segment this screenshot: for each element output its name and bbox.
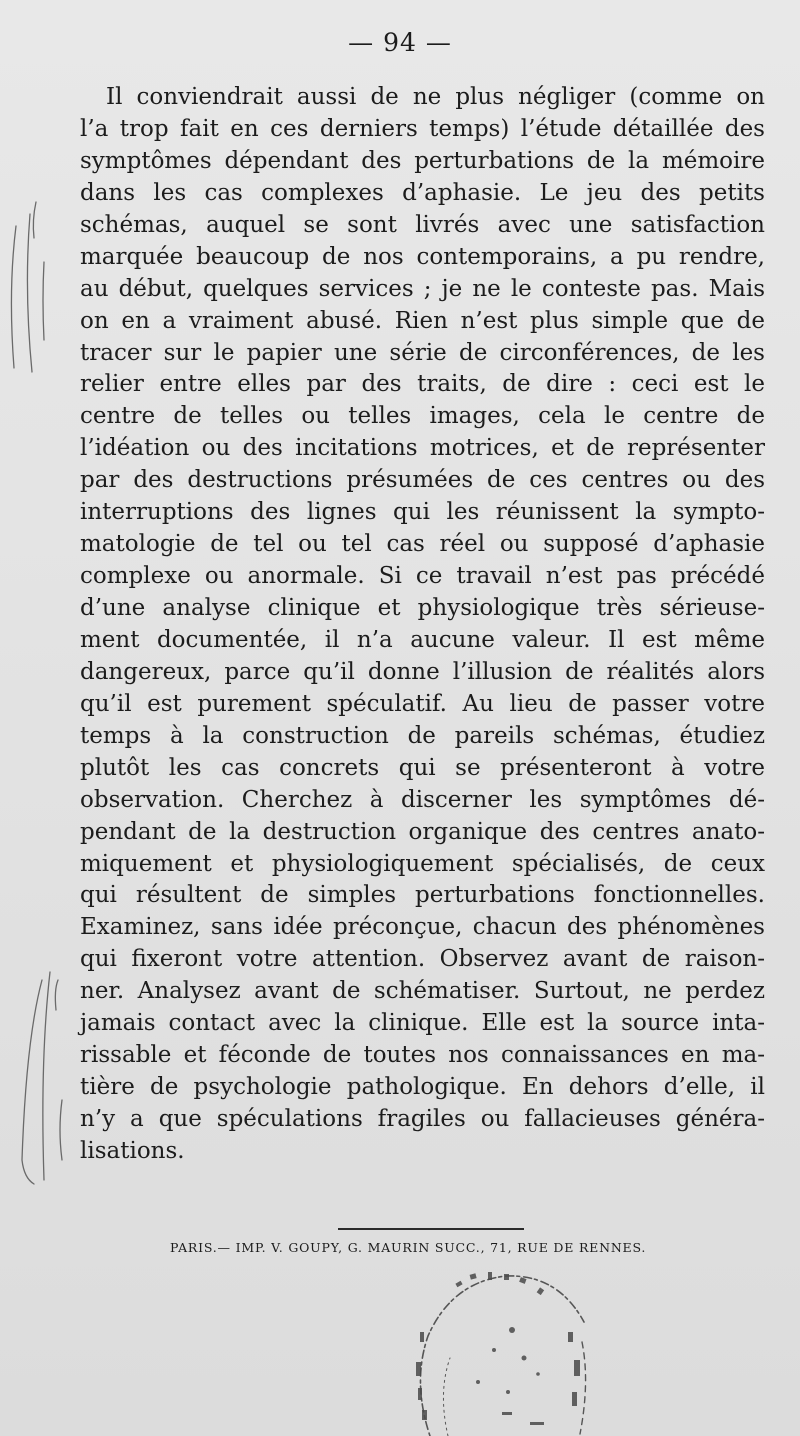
text-line: tracer sur le papier une série de circonférences, de les	[80, 339, 765, 366]
text-line: n’y a que spéculations fragiles ou fallacieuses généra-	[80, 1106, 765, 1132]
text-line: schémas, auquel se sont livrés avec une satisfaction	[80, 211, 765, 238]
library-stamp	[408, 1262, 598, 1436]
text-line: pendant de la destruction organique des centres anato-	[80, 818, 765, 845]
text-line: qui résultent de simples perturbations fonctionnelles.	[80, 882, 765, 909]
text-line: l’a trop fait en ces derniers temps) l’étude détaillée des	[80, 115, 765, 142]
text-line: temps à la construction de pareils schémas, étudiez	[80, 722, 765, 749]
text-line: observation. Cherchez à discerner les symptômes dé-	[80, 786, 765, 813]
text-line: centre de telles ou telles images, cela le centre de	[80, 403, 765, 430]
text-line: plutôt les cas concrets qui se présenteront à votre	[80, 754, 765, 781]
text-line: relier entre elles par des traits, de dire : ceci est le	[80, 371, 765, 398]
text-line: ner. Analysez avant de schématiser. Surtout, ne perdez	[80, 978, 765, 1005]
text-line: ment documentée, il n’a aucune valeur. Il est même	[80, 626, 765, 653]
imprint-rule	[338, 1228, 524, 1230]
text-line: symptômes dépendant des perturbations de la mémoire	[80, 147, 765, 174]
text-line: au début, quelques services ; je ne le conteste pas. Mais	[80, 275, 765, 302]
text-line: dangereux, parce qu’il donne l’illusion de réalités alors	[80, 658, 765, 685]
body-paragraph	[80, 82, 765, 1168]
text-line: matologie de tel ou tel cas réel ou supposé d’aphasie	[80, 531, 765, 558]
text-line: tière de psychologie pathologique. En dehors d’elle, il	[80, 1074, 765, 1101]
text-line: Examinez, sans idée préconçue, chacun des phénomènes	[80, 914, 765, 941]
text-line: interruptions des lignes qui les réunissent la sympto-	[80, 499, 765, 526]
text-line: d’une analyse clinique et physiologique très sérieuse-	[80, 595, 765, 621]
page-number: — 94 —	[348, 28, 452, 57]
text-line: Il conviendrait aussi de ne plus négliger (comme on	[106, 84, 765, 110]
printer-imprint: PARIS.— IMP. V. GOUPY, G. MAURIN SUCC., 71, RUE DE RENNES.	[170, 1240, 647, 1255]
margin-pencil-marks	[0, 0, 80, 1436]
text-line: on en a vraiment abusé. Rien n’est plus simple que de	[80, 307, 765, 334]
text-line: qui fixeront votre attention. Observez avant de raison-	[80, 946, 765, 973]
text-line: qu’il est purement spéculatif. Au lieu de passer votre	[80, 690, 765, 717]
text-line: lisations.	[80, 1137, 185, 1164]
text-line: par des destructions présumées de ces centres ou des	[80, 467, 765, 494]
text-line: marquée beaucoup de nos contemporains, a pu rendre,	[80, 243, 765, 270]
text-line: dans les cas complexes d’aphasie. Le jeu des petits	[80, 179, 765, 206]
text-line: l’idéation ou des incitations motrices, et de représenter	[80, 435, 765, 462]
text-line: rissable et féconde de toutes nos connaissances en ma-	[80, 1042, 765, 1069]
text-line: miquement et physiologiquement spécialisés, de ceux	[80, 850, 765, 877]
text-line: complexe ou anormale. Si ce travail n’est pas précédé	[80, 563, 765, 590]
text-line: jamais contact avec la clinique. Elle est la source inta-	[80, 1010, 765, 1037]
